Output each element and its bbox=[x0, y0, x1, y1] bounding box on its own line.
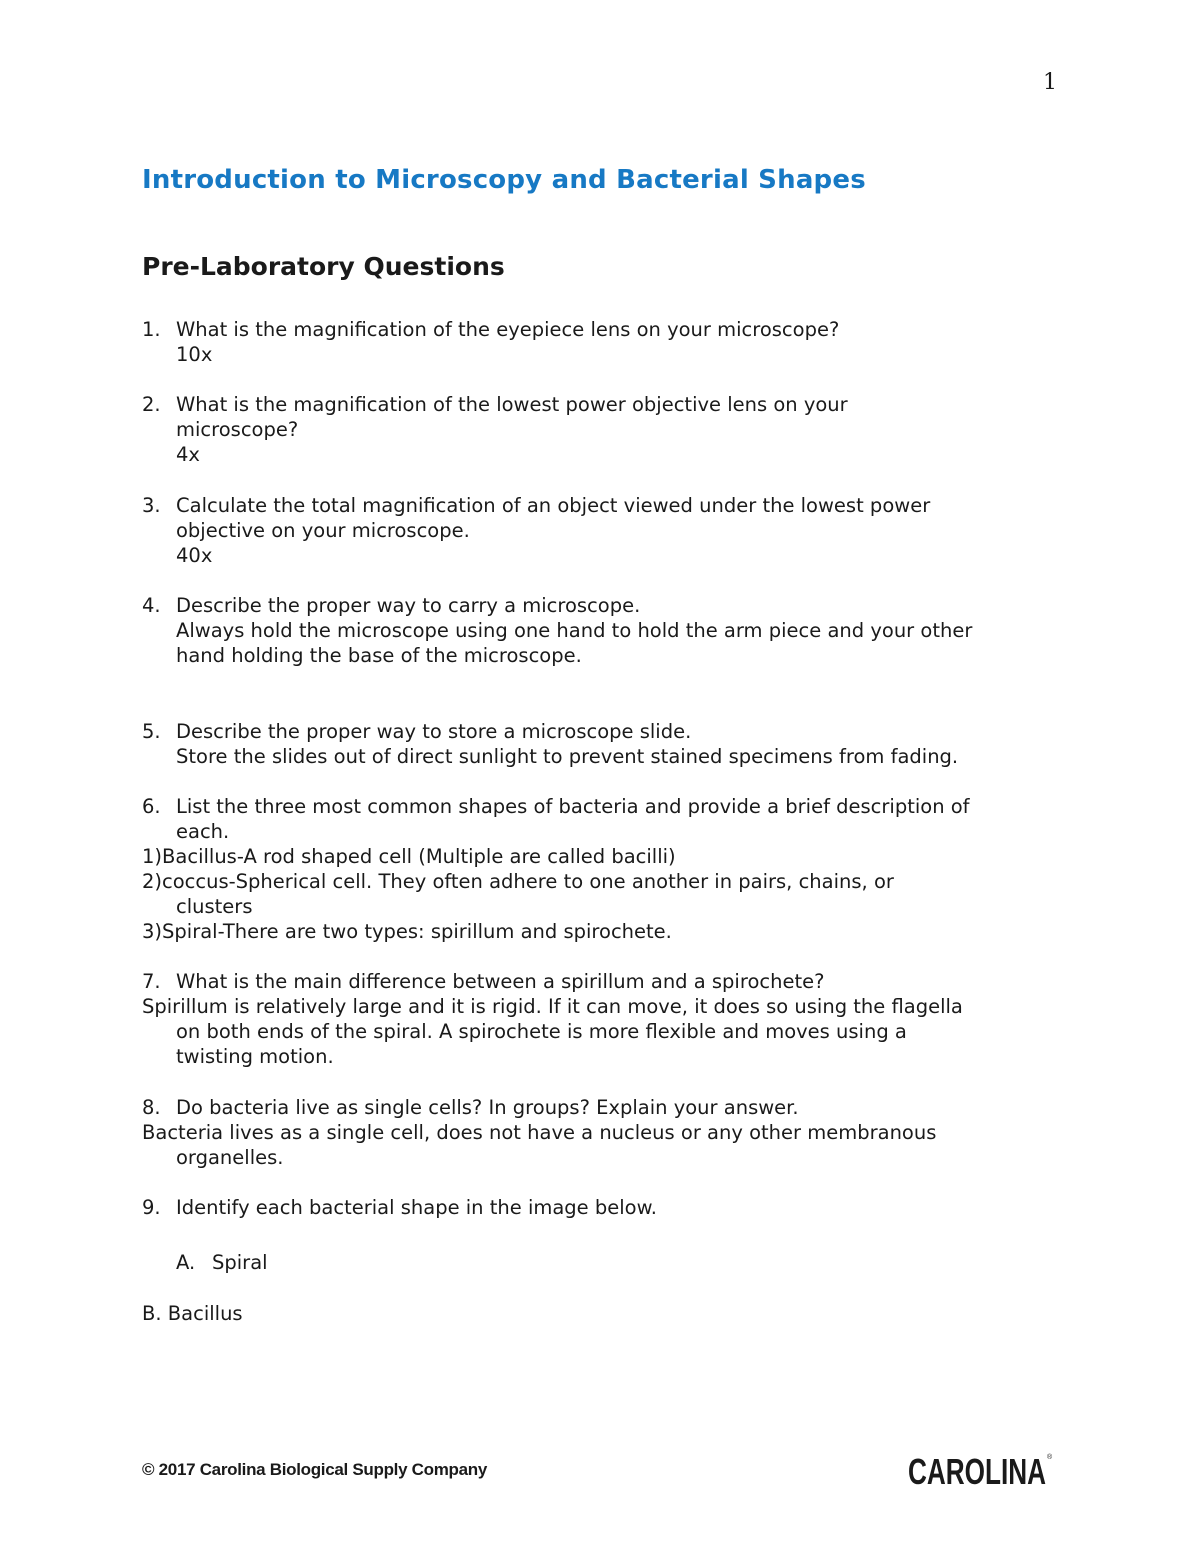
question-text: What is the magnification of the eyepiece lens on your microscope? bbox=[176, 318, 840, 341]
question-1-line bbox=[142, 317, 1072, 342]
section-heading: Pre-Laboratory Questions bbox=[142, 252, 505, 281]
answer-b bbox=[142, 1301, 1072, 1326]
question-text: Identify each bacterial shape in the image below. bbox=[176, 1196, 657, 1219]
answer-a bbox=[142, 1250, 1072, 1275]
question-text: Calculate the total magnification of an object viewed under the lowest power bbox=[176, 494, 931, 517]
registered-mark-icon: ® bbox=[1047, 1454, 1053, 1461]
question-number: 2. bbox=[142, 393, 161, 416]
document-title: Introduction to Microscopy and Bacterial Shapes bbox=[142, 165, 866, 195]
answer-text: clusters bbox=[176, 895, 253, 918]
answer-a-line bbox=[142, 1250, 1072, 1275]
carolina-logo-text: CAROLINA bbox=[908, 1451, 1047, 1492]
question-6 bbox=[142, 794, 1072, 944]
copyright-notice: © 2017 Carolina Biological Supply Company bbox=[142, 1460, 488, 1479]
question-2 bbox=[142, 392, 1072, 467]
answer-b-text: B. Bacillus bbox=[142, 1302, 243, 1325]
question-4 bbox=[142, 593, 1072, 668]
question-2-line bbox=[142, 392, 1072, 417]
answer-text: on both ends of the spiral. A spirochete is more flexible and moves using a bbox=[176, 1020, 907, 1043]
answer-text: organelles. bbox=[176, 1146, 284, 1169]
question-number: 4. bbox=[142, 594, 161, 617]
question-number: 9. bbox=[142, 1196, 161, 1219]
question-text: objective on your microscope. bbox=[176, 519, 470, 542]
question-1 bbox=[142, 317, 1072, 367]
carolina-logo bbox=[908, 1448, 1053, 1492]
question-8-line bbox=[142, 1095, 1072, 1120]
question-number: 5. bbox=[142, 720, 161, 743]
question-text: Describe the proper way to carry a microscope. bbox=[176, 594, 641, 617]
question-8 bbox=[142, 1095, 1072, 1170]
question-number: 1. bbox=[142, 318, 161, 341]
page-number: 1 bbox=[1043, 70, 1057, 95]
question-7-line bbox=[142, 969, 1072, 994]
question-5 bbox=[142, 719, 1072, 769]
question-text: Describe the proper way to store a microscope slide. bbox=[176, 720, 692, 743]
question-number: 6. bbox=[142, 795, 161, 818]
question-9 bbox=[142, 1195, 1072, 1220]
answer-a-label: A. bbox=[176, 1251, 196, 1274]
question-number: 7. bbox=[142, 970, 161, 993]
answer-text: 10x bbox=[176, 343, 213, 366]
answer-text: 3)Spiral-There are two types: spirillum and spirochete. bbox=[142, 920, 672, 943]
question-text: What is the magnification of the lowest power objective lens on your bbox=[176, 393, 848, 416]
question-9-line bbox=[142, 1195, 1072, 1220]
question-3-line bbox=[142, 493, 1072, 518]
answer-text: 2)coccus-Spherical cell. They often adhere to one another in pairs, chains, or bbox=[142, 870, 894, 893]
answer-text: Store the slides out of direct sunlight to prevent stained specimens from fading. bbox=[176, 745, 959, 768]
question-4-line bbox=[142, 593, 1072, 618]
question-text: What is the main difference between a spirillum and a spirochete? bbox=[176, 970, 825, 993]
answer-text: Always hold the microscope using one hand to hold the arm piece and your other bbox=[176, 619, 973, 642]
answer-text: 40x bbox=[176, 544, 213, 567]
answer-a-value: Spiral bbox=[212, 1251, 268, 1274]
answer-text: 1)Bacillus-A rod shaped cell (Multiple are called bacilli) bbox=[142, 845, 676, 868]
question-7 bbox=[142, 969, 1072, 1069]
question-number: 8. bbox=[142, 1096, 161, 1119]
question-6-line bbox=[142, 794, 1072, 819]
question-3 bbox=[142, 493, 1072, 568]
answer-text: 4x bbox=[176, 443, 200, 466]
answer-text: hand holding the base of the microscope. bbox=[176, 644, 582, 667]
question-5-line bbox=[142, 719, 1072, 744]
answer-text: Bacteria lives as a single cell, does not have a nucleus or any other membranous bbox=[142, 1121, 937, 1144]
question-text: List the three most common shapes of bacteria and provide a brief description of bbox=[176, 795, 970, 818]
question-number: 3. bbox=[142, 494, 161, 517]
question-text: each. bbox=[176, 820, 230, 843]
question-text: Do bacteria live as single cells? In groups? Explain your answer. bbox=[176, 1096, 799, 1119]
answer-text: Spirillum is relatively large and it is rigid. If it can move, it does so using the flagella bbox=[142, 995, 963, 1018]
answer-text: twisting motion. bbox=[176, 1045, 334, 1068]
question-text: microscope? bbox=[176, 418, 299, 441]
